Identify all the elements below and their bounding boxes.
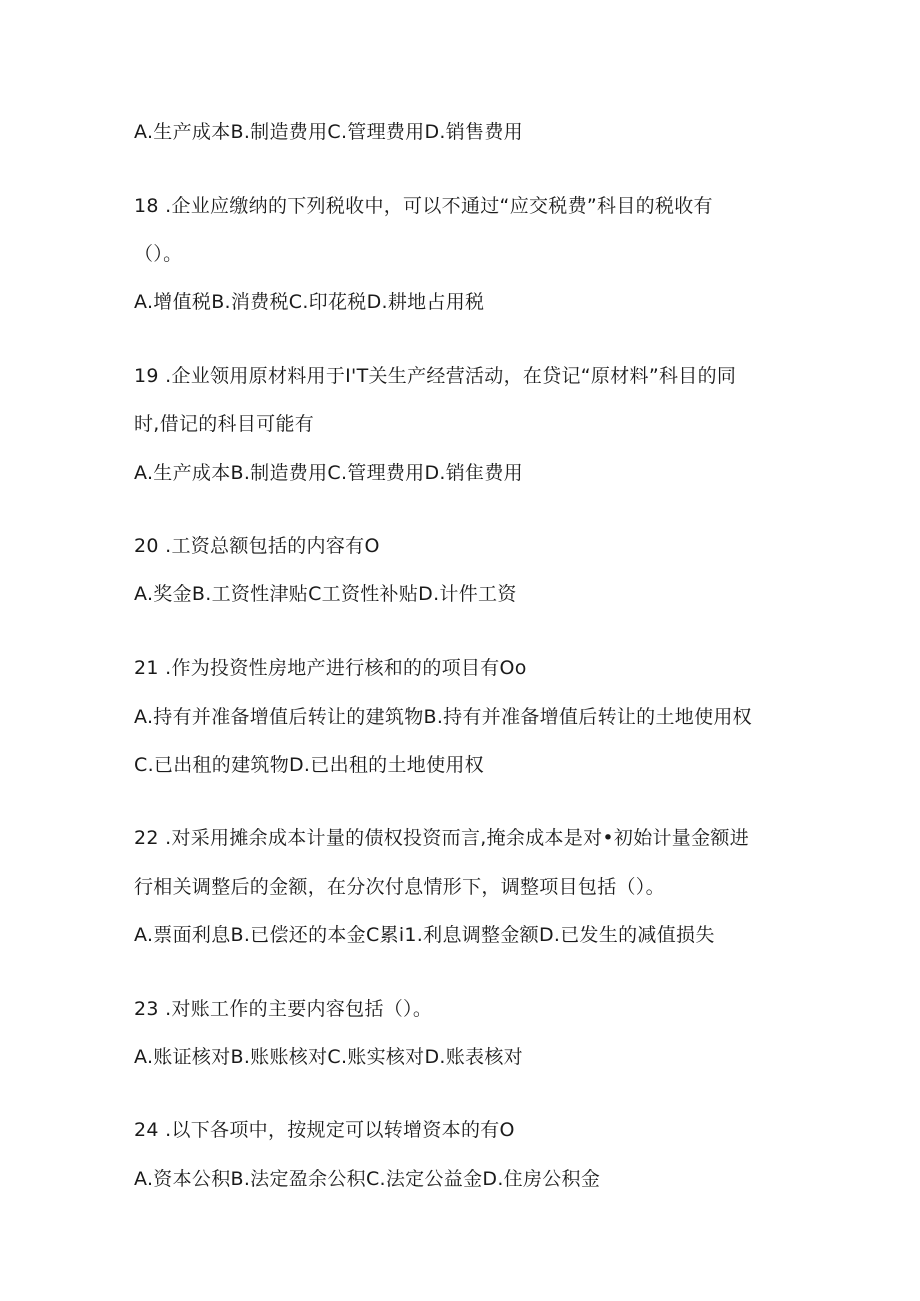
q19-stem-cont: 时,借记的科目可能有 (134, 413, 315, 435)
q22-stem-cont: 行相关调整后的金额，在分次付息情形下，调整项目包括（）。 (134, 876, 665, 898)
q20-stem: 20 .工资总额包括的内容有O (134, 535, 380, 557)
q21-stem: 21 .作为投资性房地产进行核和的的项目有Oo (134, 657, 527, 679)
q23-options: A.账证核对B.账账核对C.账实核对D.账表核对 (134, 1046, 523, 1068)
q21-options-2: C.已出租的建筑物D.已出租的土地使用权 (134, 754, 484, 776)
q19-stem: 19 .企业领用原材料用于I'T关生产经营活动，在贷记“原材料”科目的同 (134, 365, 737, 387)
q22-options: A.票面利息B.已偿还的本金C累i1.利息调整金额D.已发生的减值损失 (134, 924, 715, 946)
q19-options: A.生产成本B.制造费用C.管理费用D.销隹费用 (134, 462, 523, 484)
q18-options: A.增值税B.消费税C.印花税D.耕地占用税 (134, 291, 485, 313)
q17-options: A.生产成本B.制造费用C.管理费用D.销售费用 (134, 121, 523, 143)
q23-stem: 23 .对账工作的主要内容包括（）。 (134, 998, 433, 1020)
q21-options-1: A.持有并准备增值后转让的建筑物B.持有并准备增值后转让的土地使用权 (134, 706, 752, 728)
q24-stem: 24 .以下各项中，按规定可以转增资本的有O (134, 1119, 515, 1141)
q22-stem: 22 .对采用摊余成本计量的债权投资而言,掩余成本是对•初始计量金额进 (134, 827, 750, 849)
q20-options: A.奖金B.工资性津贴C工资性补贴D.计件工资 (134, 583, 517, 605)
q24-options: A.资本公积B.法定盈余公积C.法定公益金D.住房公积金 (134, 1168, 601, 1190)
q18-stem-cont: （）。 (134, 243, 183, 265)
q18-stem: 18 .企业应缴纳的下列税收中，可以不通过“应交税费”科目的税收有 (134, 195, 713, 217)
